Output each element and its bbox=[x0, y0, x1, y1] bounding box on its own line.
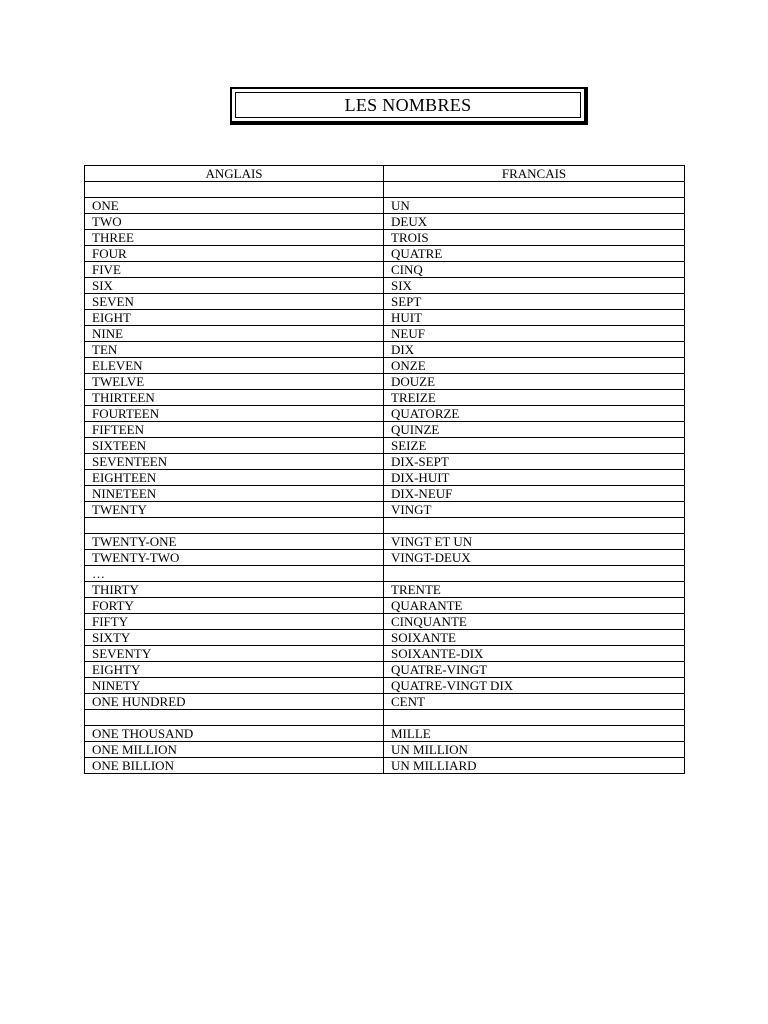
cell-anglais: ONE BILLION bbox=[85, 758, 384, 774]
cell-francais: SEPT bbox=[384, 294, 685, 310]
cell-anglais: TWELVE bbox=[85, 374, 384, 390]
cell-francais: SIX bbox=[384, 278, 685, 294]
cell-francais: VINGT ET UN bbox=[384, 534, 685, 550]
cell-francais: QUATRE-VINGT DIX bbox=[384, 678, 685, 694]
page-title: LES NOMBRES bbox=[344, 94, 472, 115]
cell-anglais: ONE MILLION bbox=[85, 742, 384, 758]
cell-francais: DEUX bbox=[384, 214, 685, 230]
cell-anglais: FIFTY bbox=[85, 614, 384, 630]
column-header-anglais: ANGLAIS bbox=[85, 166, 384, 182]
cell-francais: CINQ bbox=[384, 262, 685, 278]
table-row bbox=[85, 422, 685, 438]
cell-francais: QUATRE-VINGT bbox=[384, 662, 685, 678]
table-row bbox=[85, 502, 685, 518]
cell-anglais: FORTY bbox=[85, 598, 384, 614]
table-row bbox=[85, 294, 685, 310]
table-row bbox=[85, 438, 685, 454]
cell-anglais: TWO bbox=[85, 214, 384, 230]
table-row bbox=[85, 326, 685, 342]
cell-anglais: ELEVEN bbox=[85, 358, 384, 374]
cell-francais: SOIXANTE-DIX bbox=[384, 646, 685, 662]
cell-francais: DOUZE bbox=[384, 374, 685, 390]
cell-anglais: SIX bbox=[85, 278, 384, 294]
column-header-francais: FRANCAIS bbox=[384, 166, 685, 182]
cell-francais: HUIT bbox=[384, 310, 685, 326]
table-row bbox=[85, 550, 685, 566]
cell-francais: MILLE bbox=[384, 726, 685, 742]
cell-anglais bbox=[85, 710, 384, 726]
cell-anglais: FIFTEEN bbox=[85, 422, 384, 438]
table-row bbox=[85, 486, 685, 502]
cell-anglais: SEVENTEEN bbox=[85, 454, 384, 470]
table-row bbox=[85, 406, 685, 422]
cell-anglais: NINE bbox=[85, 326, 384, 342]
table-row bbox=[85, 630, 685, 646]
table-row bbox=[85, 614, 685, 630]
cell-francais: DIX-SEPT bbox=[384, 454, 685, 470]
cell-anglais: NINETEEN bbox=[85, 486, 384, 502]
table-row bbox=[85, 726, 685, 742]
cell-anglais: FIVE bbox=[85, 262, 384, 278]
table-row bbox=[85, 758, 685, 774]
cell-anglais: THREE bbox=[85, 230, 384, 246]
table-body bbox=[85, 182, 685, 774]
vocabulary-table bbox=[84, 165, 685, 774]
cell-francais bbox=[384, 566, 685, 582]
cell-francais: SEIZE bbox=[384, 438, 685, 454]
cell-francais: NEUF bbox=[384, 326, 685, 342]
table-row bbox=[85, 214, 685, 230]
cell-francais: DIX-NEUF bbox=[384, 486, 685, 502]
cell-anglais: EIGHTEEN bbox=[85, 470, 384, 486]
cell-anglais: ONE bbox=[85, 198, 384, 214]
cell-anglais: ONE THOUSAND bbox=[85, 726, 384, 742]
cell-francais: UN MILLION bbox=[384, 742, 685, 758]
table-header-row bbox=[85, 166, 685, 182]
table-row bbox=[85, 342, 685, 358]
table-row bbox=[85, 262, 685, 278]
table-row bbox=[85, 694, 685, 710]
cell-francais: TROIS bbox=[384, 230, 685, 246]
cell-francais: VINGT bbox=[384, 502, 685, 518]
cell-anglais bbox=[85, 518, 384, 534]
table-row bbox=[85, 470, 685, 486]
table-row bbox=[85, 566, 685, 582]
cell-anglais: FOUR bbox=[85, 246, 384, 262]
table-row bbox=[85, 662, 685, 678]
cell-anglais: TWENTY-TWO bbox=[85, 550, 384, 566]
table-row bbox=[85, 710, 685, 726]
cell-francais bbox=[384, 710, 685, 726]
cell-francais bbox=[384, 182, 685, 198]
cell-francais: QUARANTE bbox=[384, 598, 685, 614]
table-row bbox=[85, 358, 685, 374]
table-row bbox=[85, 198, 685, 214]
cell-francais: QUINZE bbox=[384, 422, 685, 438]
table-row bbox=[85, 230, 685, 246]
table-row bbox=[85, 646, 685, 662]
cell-francais: UN MILLIARD bbox=[384, 758, 685, 774]
cell-anglais: ONE HUNDRED bbox=[85, 694, 384, 710]
cell-francais: QUATORZE bbox=[384, 406, 685, 422]
table-row bbox=[85, 582, 685, 598]
cell-francais: UN bbox=[384, 198, 685, 214]
table-row bbox=[85, 742, 685, 758]
cell-francais: DIX-HUIT bbox=[384, 470, 685, 486]
cell-francais: SOIXANTE bbox=[384, 630, 685, 646]
cell-francais: TREIZE bbox=[384, 390, 685, 406]
cell-anglais: THIRTEEN bbox=[85, 390, 384, 406]
title-box bbox=[230, 87, 588, 125]
cell-francais: TRENTE bbox=[384, 582, 685, 598]
table-row bbox=[85, 390, 685, 406]
cell-anglais: SIXTEEN bbox=[85, 438, 384, 454]
table-row bbox=[85, 518, 685, 534]
cell-anglais: TEN bbox=[85, 342, 384, 358]
cell-francais bbox=[384, 518, 685, 534]
cell-anglais: SEVENTY bbox=[85, 646, 384, 662]
cell-anglais: THIRTY bbox=[85, 582, 384, 598]
cell-anglais: TWENTY-ONE bbox=[85, 534, 384, 550]
cell-francais: CENT bbox=[384, 694, 685, 710]
cell-francais: CINQUANTE bbox=[384, 614, 685, 630]
cell-anglais bbox=[85, 182, 384, 198]
table-row bbox=[85, 374, 685, 390]
table-row bbox=[85, 310, 685, 326]
cell-anglais: EIGHTY bbox=[85, 662, 384, 678]
table-row bbox=[85, 454, 685, 470]
cell-anglais: NINETY bbox=[85, 678, 384, 694]
cell-anglais: SEVEN bbox=[85, 294, 384, 310]
table-row bbox=[85, 534, 685, 550]
cell-francais: DIX bbox=[384, 342, 685, 358]
table-row bbox=[85, 246, 685, 262]
cell-francais: VINGT-DEUX bbox=[384, 550, 685, 566]
table-row bbox=[85, 182, 685, 198]
cell-anglais: TWENTY bbox=[85, 502, 384, 518]
table-row bbox=[85, 678, 685, 694]
cell-anglais: SIXTY bbox=[85, 630, 384, 646]
cell-anglais: … bbox=[85, 566, 384, 582]
cell-anglais: EIGHT bbox=[85, 310, 384, 326]
cell-francais: ONZE bbox=[384, 358, 685, 374]
cell-francais: QUATRE bbox=[384, 246, 685, 262]
table-row bbox=[85, 598, 685, 614]
table-row bbox=[85, 278, 685, 294]
cell-anglais: FOURTEEN bbox=[85, 406, 384, 422]
